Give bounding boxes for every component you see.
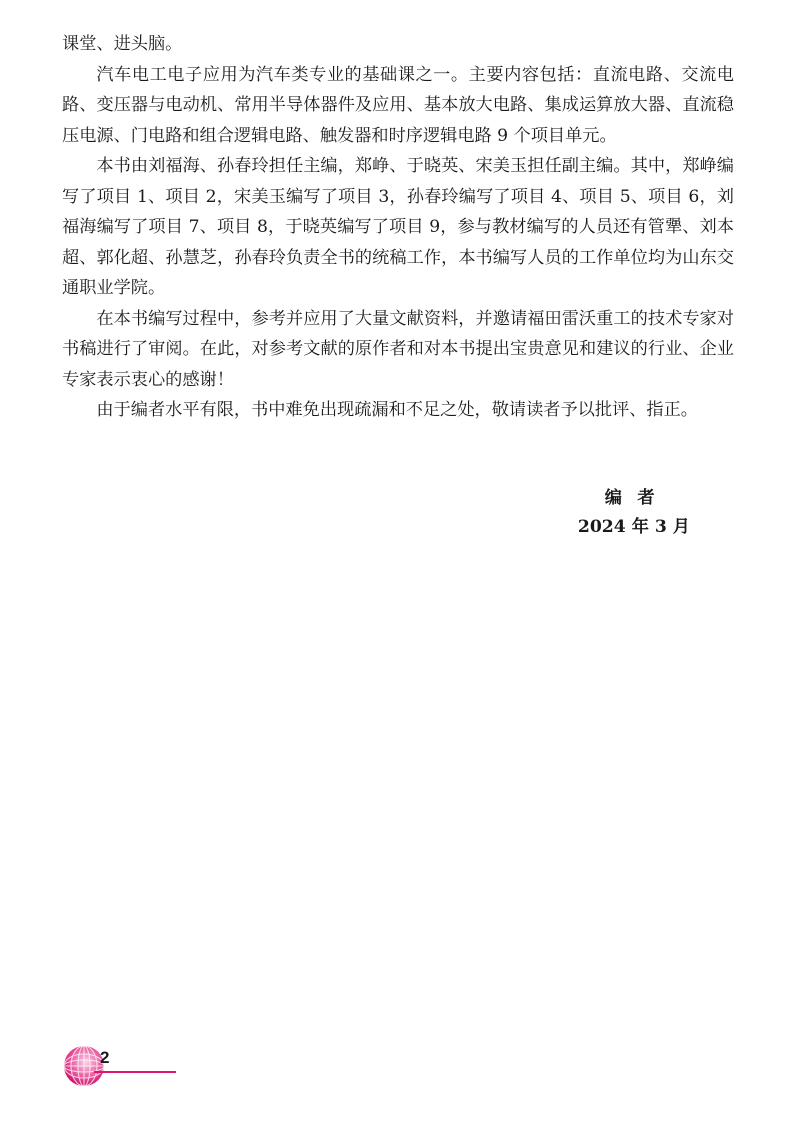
page-number-rule	[94, 1071, 176, 1073]
page-number: 2	[100, 1048, 110, 1067]
decorative-sphere-icon	[60, 1036, 104, 1092]
paragraph-authors: 本书由刘福海、孙春玲担任主编，郑峥、于晓英、宋美玉担任副主编。其中，郑峥编写了项目 1、项目 2，宋美玉编写了项目 3，孙春玲编写了项目 4、项目 5、项目 6，刘福海编写了项目 7、项目 8，于晓英编写了项目 9，参与教材编写的人员还有管犟、刘本超、郭化超、孙慧芝，孙春玲负责全书的统稿工作，本书编写人员的工作单位均为山东交通职业学院。	[62, 156, 734, 298]
paragraph-continued: 课堂、进头脑。	[62, 34, 183, 54]
paragraph-acknowledgements: 在本书编写过程中，参考并应用了大量文献资料，并邀请福田雷沃重工的技术专家对书稿进行了审阅。在此，对参考文献的原作者和对本书提出宝贵意见和建议的行业、企业专家表示衷心的感谢！	[62, 308, 734, 390]
paragraph-disclaimer: 由于编者水平有限，书中难免出现疏漏和不足之处，敬请读者予以批评、指正。	[96, 400, 698, 420]
signature-date: 2024 年 3 月	[577, 517, 690, 537]
signature-name: 编者	[604, 488, 671, 508]
paragraph-course-content: 汽车电工电子应用为汽车类专业的基础课之一。主要内容包括：直流电路、交流电路、变压器与电动机、常用半导体器件及应用、基本放大电路、集成运算放大器、直流稳压电源、门电路和组合逻辑电路、触发器和时序逻辑电路 9 个项目单元。	[62, 64, 734, 146]
preface-body	[62, 29, 734, 426]
page-footer	[60, 1036, 130, 1092]
signature-block	[578, 484, 690, 542]
